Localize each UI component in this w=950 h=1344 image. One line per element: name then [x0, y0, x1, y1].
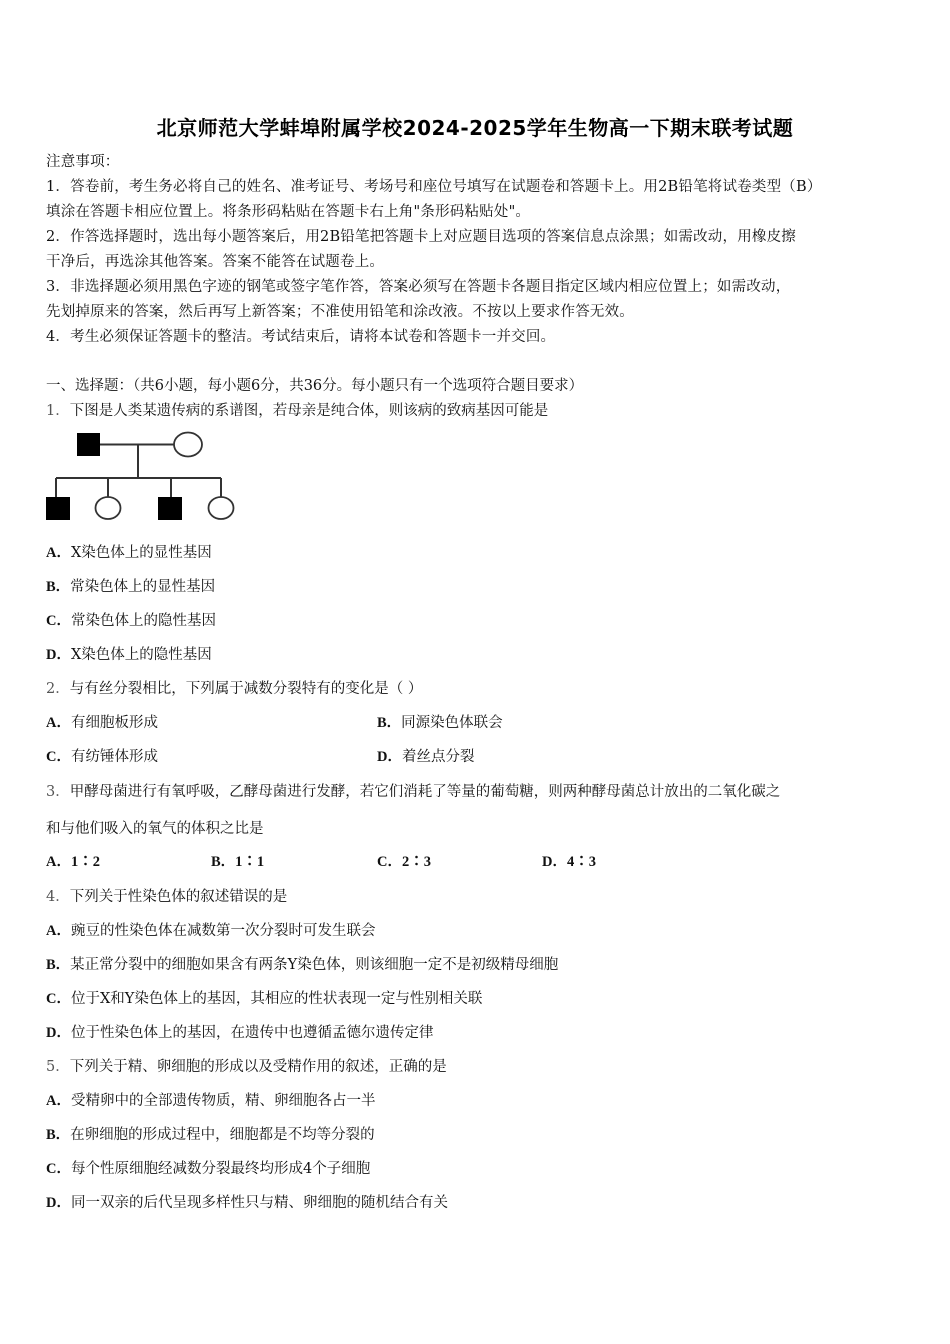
normal-female-icon — [209, 497, 234, 519]
question-3-option-a: A．1∶2 — [46, 854, 100, 870]
question-3-stem — [46, 782, 780, 802]
question-5-option-c: C．每个性原细胞经减数分裂最终均形成4个子细胞 — [46, 1161, 371, 1177]
question-1-stem — [46, 401, 548, 421]
question-5-stem — [46, 1057, 447, 1077]
question-4-option-c: C．位于X和Y染色体上的基因，其相应的性状表现一定与性别相关联 — [46, 991, 483, 1007]
question-1-option-a: A．X染色体上的显性基因 — [46, 545, 212, 561]
question-4-option-b: B．某正常分裂中的细胞如果含有两条Y染色体，则该细胞一定不是初级精母细胞 — [46, 957, 559, 973]
affected-male-icon — [46, 497, 70, 520]
notice-line: 填涂在答题卡相应位置上。将条形码粘贴在答题卡右上角"条形码粘贴处"。 — [46, 204, 531, 220]
question-number: 2． — [46, 681, 70, 697]
question-3-stem-continued: 和与他们吸入的氧气的体积之比是 — [46, 821, 264, 837]
question-4-option-a: A．豌豆的性染色体在减数第一次分裂时可发生联会 — [46, 923, 376, 939]
question-2-option-b: B．同源染色体联会 — [377, 715, 503, 731]
question-number: 3． — [46, 784, 70, 800]
question-text: 甲酵母菌进行有氧呼吸，乙酵母菌进行发酵，若它们消耗了等量的葡萄糖，则两种酵母菌总计放出的二氧化碳之 — [69, 784, 781, 800]
question-4-stem — [46, 887, 287, 907]
pedigree-chart — [44, 430, 244, 525]
section-heading: 一、选择题：（共6小题，每小题6分，共36分。每小题只有一个选项符合题目要求） — [46, 378, 584, 394]
question-2-option-a: A．有细胞板形成 — [46, 715, 158, 731]
notice-line: 3．非选择题必须用黑色字迹的钢笔或签字笔作答，答案必须写在答题卡各题目指定区域内相应位置上；如需改动， — [46, 279, 791, 295]
question-1-option-c: C．常染色体上的隐性基因 — [46, 613, 216, 629]
question-2-option-c: C．有纺锤体形成 — [46, 749, 158, 765]
exam-title: 北京师范大学蚌埠附属学校2024-2025学年生物高一下期末联考试题 — [156, 116, 794, 140]
notice-line: 先划掉原来的答案，然后再写上新答案；不准使用铅笔和涂改液。不按以上要求作答无效。 — [46, 304, 634, 320]
notice-heading: 注意事项： — [46, 154, 120, 170]
affected-male-icon — [77, 433, 100, 456]
notice-line: 2．作答选择题时，选出每小题答案后，用2B铅笔把答题卡上对应题目选项的答案信息点涂黑；如需改动，用橡皮擦 — [46, 229, 797, 245]
question-text: 下列关于精、卵细胞的形成以及受精作用的叙述，正确的是 — [69, 1059, 447, 1075]
notice-line: 4．考生必须保证答题卡的整洁。考试结束后，请将本试卷和答题卡一并交回。 — [46, 329, 556, 345]
normal-female-icon — [96, 497, 121, 519]
question-3-option-b: B．1∶1 — [211, 854, 265, 870]
question-2-option-d: D．着丝点分裂 — [377, 749, 475, 765]
question-5-option-d: D．同一双亲的后代呈现多样性只与精、卵细胞的随机结合有关 — [46, 1195, 448, 1211]
question-3-option-c: C．2∶3 — [377, 854, 431, 870]
normal-female-icon — [174, 433, 202, 457]
question-5-option-a: A．受精卵中的全部遗传物质，精、卵细胞各占一半 — [46, 1093, 376, 1109]
question-number: 1． — [46, 403, 70, 419]
question-number: 5． — [46, 1059, 70, 1075]
question-2-stem — [46, 679, 422, 699]
question-5-option-b: B．在卵细胞的形成过程中，细胞都是不均等分裂的 — [46, 1127, 375, 1143]
question-text: 与有丝分裂相比，下列属于减数分裂特有的变化是（ ） — [69, 681, 423, 697]
question-number: 4． — [46, 889, 70, 905]
question-1-option-d: D．X染色体上的隐性基因 — [46, 647, 212, 663]
question-1-option-b: B．常染色体上的显性基因 — [46, 579, 216, 595]
question-text: 下图是人类某遗传病的系谱图，若母亲是纯合体，则该病的致病基因可能是 — [69, 403, 549, 419]
question-4-option-d: D．位于性染色体上的基因，在遗传中也遵循孟德尔遗传定律 — [46, 1025, 434, 1041]
affected-male-icon — [158, 497, 182, 520]
question-3-option-d: D．4∶3 — [542, 854, 596, 870]
notice-line: 干净后，再选涂其他答案。答案不能答在试题卷上。 — [46, 254, 385, 270]
notice-line: 1．答卷前，考生务必将自己的姓名、准考证号、考场号和座位号填写在试题卷和答题卡上。用2B铅笔将试卷类型（B） — [46, 179, 822, 195]
question-text: 下列关于性染色体的叙述错误的是 — [69, 889, 288, 905]
